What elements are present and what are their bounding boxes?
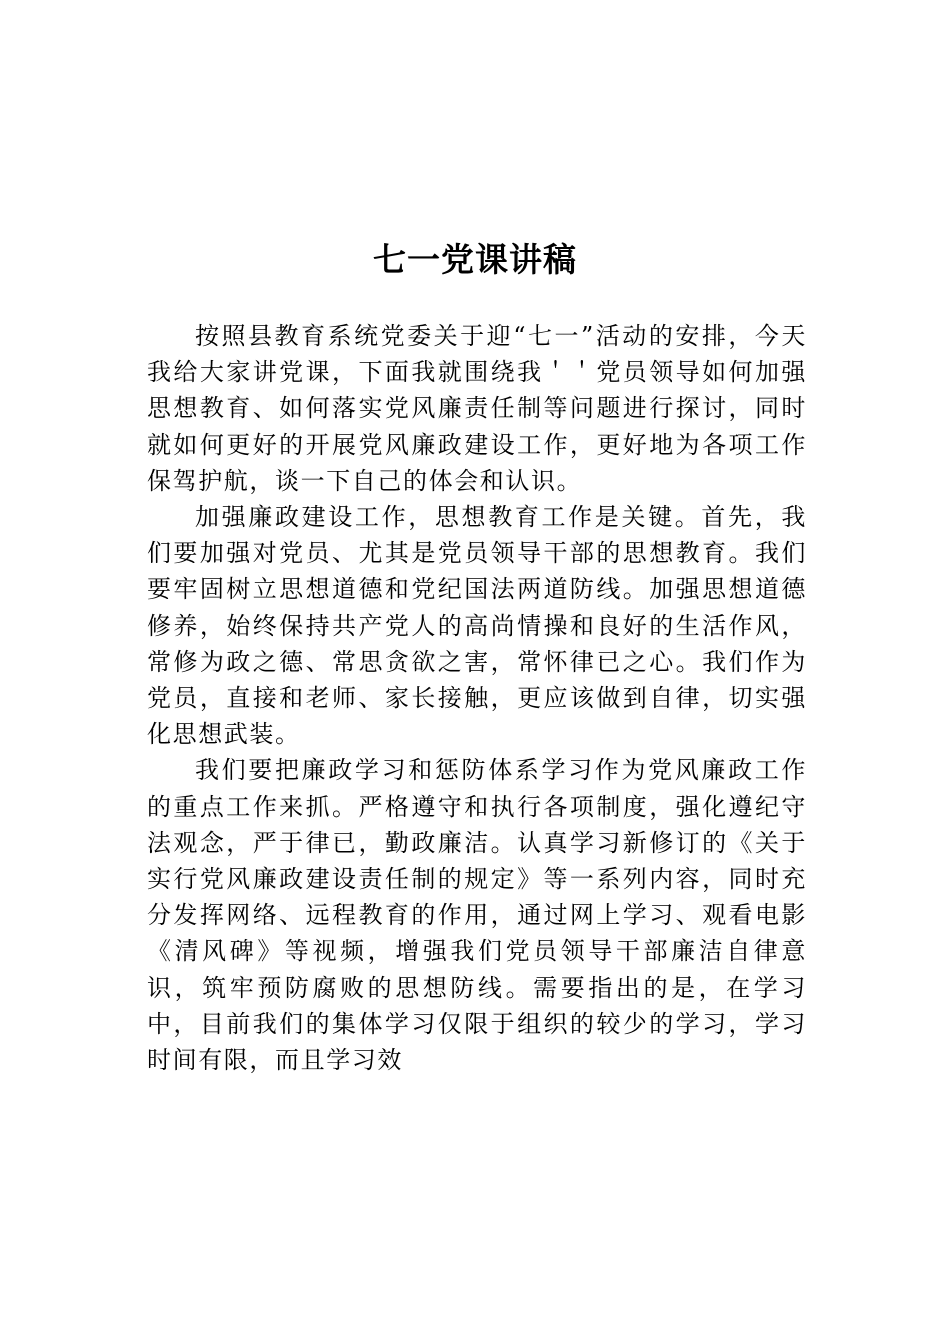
paragraph: 按照县教育系统党委关于迎“七一”活动的安排，今天我给大家讲党课，下面我就围绕我＇＇党员领导如何加强思想教育、如何落实党风廉责任制等问题进行探讨，同时就如何更好的开展党风廉政建设工作，更好地为各项工作保驾护航，谈一下自己的体会和认识。 <box>147 322 807 495</box>
document-body <box>147 318 807 1078</box>
document-title: 七一党课讲稿 <box>373 240 577 279</box>
paragraph: 加强廉政建设工作，思想教育工作是关键。首先，我们要加强对党员、尤其是党员领导干部的思想教育。我们要牢固树立思想道德和党纪国法两道防线。加强思想道德修养，始终保持共产党人的高尚情操和良好的生活作风，常修为政之德、常思贪欲之害，常怀律已之心。我们作为党员，直接和老师、家长接触，更应该做到自律，切实强化思想武装。 <box>147 503 807 749</box>
paragraph: 我们要把廉政学习和惩防体系学习作为党风廉政工作的重点工作来抓。严格遵守和执行各项制度，强化遵纪守法观念，严于律已，勤政廉洁。认真学习新修订的《关于实行党风廉政建设责任制的规定》等一系列内容，同时充分发挥网络、远程教育的作用，通过网上学习、观看电影《清风碑》等视频，增强我们党员领导干部廉洁自律意识，筑牢预防腐败的思想防线。需要指出的是，在学习中，目前我们的集体学习仅限于组织的较少的学习，学习时间有限，而且学习效 <box>147 756 807 1075</box>
